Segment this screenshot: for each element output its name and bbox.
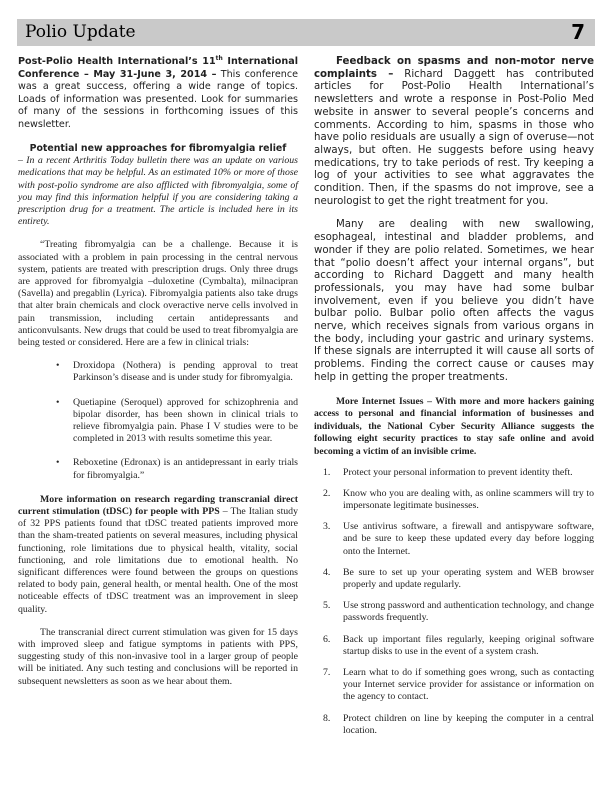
tdcs-followup: The transcranial direct current stimulation was given for 15 days with improved sleep and fatigue symptoms in patients with PPS, suggesting study of this non-invasive tool in a larger group of people will be initiated. Any such testing and conclusions will be reported in subsequent newsletters as soon as we hear about them.	[18, 626, 298, 687]
bullet-text: Reboxetine (Edronax) is an antidepressant in early trials for fibromyalgia.”	[73, 457, 298, 481]
conference-paragraph	[18, 56, 298, 132]
item-text: Use antivirus software, a firewall and antispyware software, and be sure to keep these updated every day before logging onto the Internet.	[343, 521, 594, 557]
right-column	[314, 56, 594, 746]
page-number: 7	[571, 20, 585, 44]
organs-paragraph: Many are dealing with new swallowing, esophageal, intestinal and bladder problems, and wonder if they are polio related. Sometimes, we hear that “polio doesn’t affect your internal organs”, but according to Richard Daggett and many health professionals, you may have had some bulbar involvement, even if you believe you didn’t have bulbar polio. Bulbar polio often affects the vagus nerve, which receives signals from various organs in the body, including your gastric and urinary systems. If these signals are interrupted it will cause all sorts of problems. Finding the correct cause or causes may help in getting the proper treatments.	[314, 219, 594, 383]
item-number: 2.	[323, 487, 331, 499]
item-text: Learn what to do if something goes wrong, such as contacting your Internet service provider for assistance or information on the agency to contact.	[343, 666, 594, 703]
item-number: 5.	[323, 600, 331, 612]
fibromyalgia-quote: “Treating fibromyalgia can be a challenge. Because it is associated with a problem in pain processing in the central nervous system, patients are treated with prescription drugs. Only three drugs are approved for fibromyalgia –duloxetine (Cymbalta), milnacipran (Savella) and pregablin (Lyrica). Fibromyalgia patients also take drugs that alter brain chemicals and clock overactive nerve cells involved in pain transmission, including certain antidepressants and anticonvulsants. New drugs that could be used to treat fibromyalgia are being tested or considered. Here are a few in clinical trials:	[18, 239, 298, 348]
conference-heading-a: Post-Polio Health International’s 11	[18, 56, 216, 67]
security-practices-list	[314, 467, 594, 737]
spasm-paragraph	[314, 56, 594, 208]
item-number: 7.	[323, 666, 331, 678]
item-number: 8.	[323, 712, 331, 724]
list-item	[314, 567, 594, 591]
bullet-text: Quetiapine (Seroquel) approved for schizophrenia and bipolar disorder, has been shown in clinical trials to relieve fibromyalgia pain. Phase I V studies were to be completed in 2013 with results sometime this year.	[73, 396, 298, 445]
tdcs-body: – The Italian study of 32 PPS patients found that tDSC treated patients improved more than the sham-treated patients on several measures, including physical functioning, role limitations due to physical health, vitality, social functioning, and role limitations due to emotional health. No significant differences were found between the groups on questions related to body pain, general health, or mental health. One of the most noticeable effects of tDSC treatment was an improvement in sleep quality.	[18, 506, 298, 615]
list-item: • Droxidopa (Nothera) is pending approval to treat Parkinson’s disease and is under study for fibromyalgia.	[56, 360, 298, 384]
item-text: Protect children on line by keeping the computer in a central location.	[343, 712, 594, 736]
list-item	[314, 488, 594, 512]
tdcs-heading: More information on research regarding transcranial direct current stimulation (tDSC) for people with PPS	[18, 493, 298, 518]
drug-bullet-list	[18, 360, 298, 482]
fibromyalgia-heading: Potential new approaches for fibromyalgia relief	[29, 142, 287, 154]
internet-heading: More Internet Issues – With more and more hackers gaining access to personal and financial information of businesses and individuals, the National Cyber Security Alliance suggests the following eight security practices to stay safe online and avoid becoming a victim of an invisible crime.	[314, 395, 594, 457]
tdcs-paragraph	[18, 494, 298, 616]
item-number: 4.	[323, 566, 331, 578]
spasm-heading: Feedback on spasms and non-motor nerve complaints –	[314, 56, 594, 80]
list-item: • Reboxetine (Edronax) is an antidepressant in early trials for fibromyalgia.”	[56, 457, 298, 481]
conference-body: This conference was a great success, offering a wide range of topics. Loads of information was presented. Look for summaries of many of the sessions in forthcoming issues of this newsletter.	[18, 68, 298, 130]
list-item	[314, 713, 594, 737]
list-item: • Quetiapine (Seroquel) approved for schizophrenia and bipolar disorder, has been shown in clinical trials to relieve fibromyalgia pain. Phase I V studies were to be completed in 2013 with results sometime this year.	[56, 396, 298, 445]
list-item	[314, 600, 594, 624]
item-number: 6.	[323, 633, 331, 645]
item-text: Know who you are dealing with, as online scammers will try to impersonate legitimate businesses.	[343, 487, 594, 511]
item-text: Protect your personal information to prevent identity theft.	[343, 466, 573, 478]
list-item	[314, 521, 594, 558]
item-number: 3.	[323, 521, 331, 533]
newsletter-title: Polio Update	[25, 22, 136, 42]
conference-heading-sup: th	[215, 54, 223, 62]
item-text: Use strong password and authentication technology, and change passwords frequently.	[343, 600, 594, 624]
fibromyalgia-heading-line	[18, 143, 298, 156]
spasm-body: Richard Daggett has contributed articles for Post-Polio Health International’s newsletters and wrote a response in Post-Polio Med website in answer to several people’s concerns and comments. According to him, spasms in those who have polio residuals are usually a sign of overuse—not always, but often. He suggests before using heavy medications, try to take periods of rest. Try keeping a log of your activities to see what aggravates the condition. Then, if the spasms do not improve, see a neurologist to get the right treatment for you.	[314, 68, 594, 207]
fibromyalgia-intro: – In a recent Arthritis Today bulletin there was an update on various medications that may be helpful. As an estimated 10% or more of those with post-polio syndrome are also afflicted with fibromyalgia, some of you may find this information helpful if you are considering taking a prescription drug for a treatment. The article is included here in its entirety.	[18, 155, 298, 228]
page-header-bar	[17, 19, 595, 46]
list-item	[314, 667, 594, 704]
conference-heading-b: International Conference – May 31-June 3, 2014 –	[18, 56, 298, 80]
bullet-text: Droxidopa (Nothera) is pending approval to treat Parkinson’s disease and is under study for fibromyalgia.	[73, 360, 298, 384]
list-item	[314, 467, 594, 479]
list-item	[314, 634, 594, 658]
left-column	[18, 56, 298, 688]
item-text: Back up important files regularly, keeping original software startup disks to use in the event of a system crash.	[343, 633, 594, 657]
item-text: Be sure to set up your operating system and WEB browser properly and update regularly.	[343, 566, 594, 590]
item-number: 1.	[323, 466, 331, 478]
